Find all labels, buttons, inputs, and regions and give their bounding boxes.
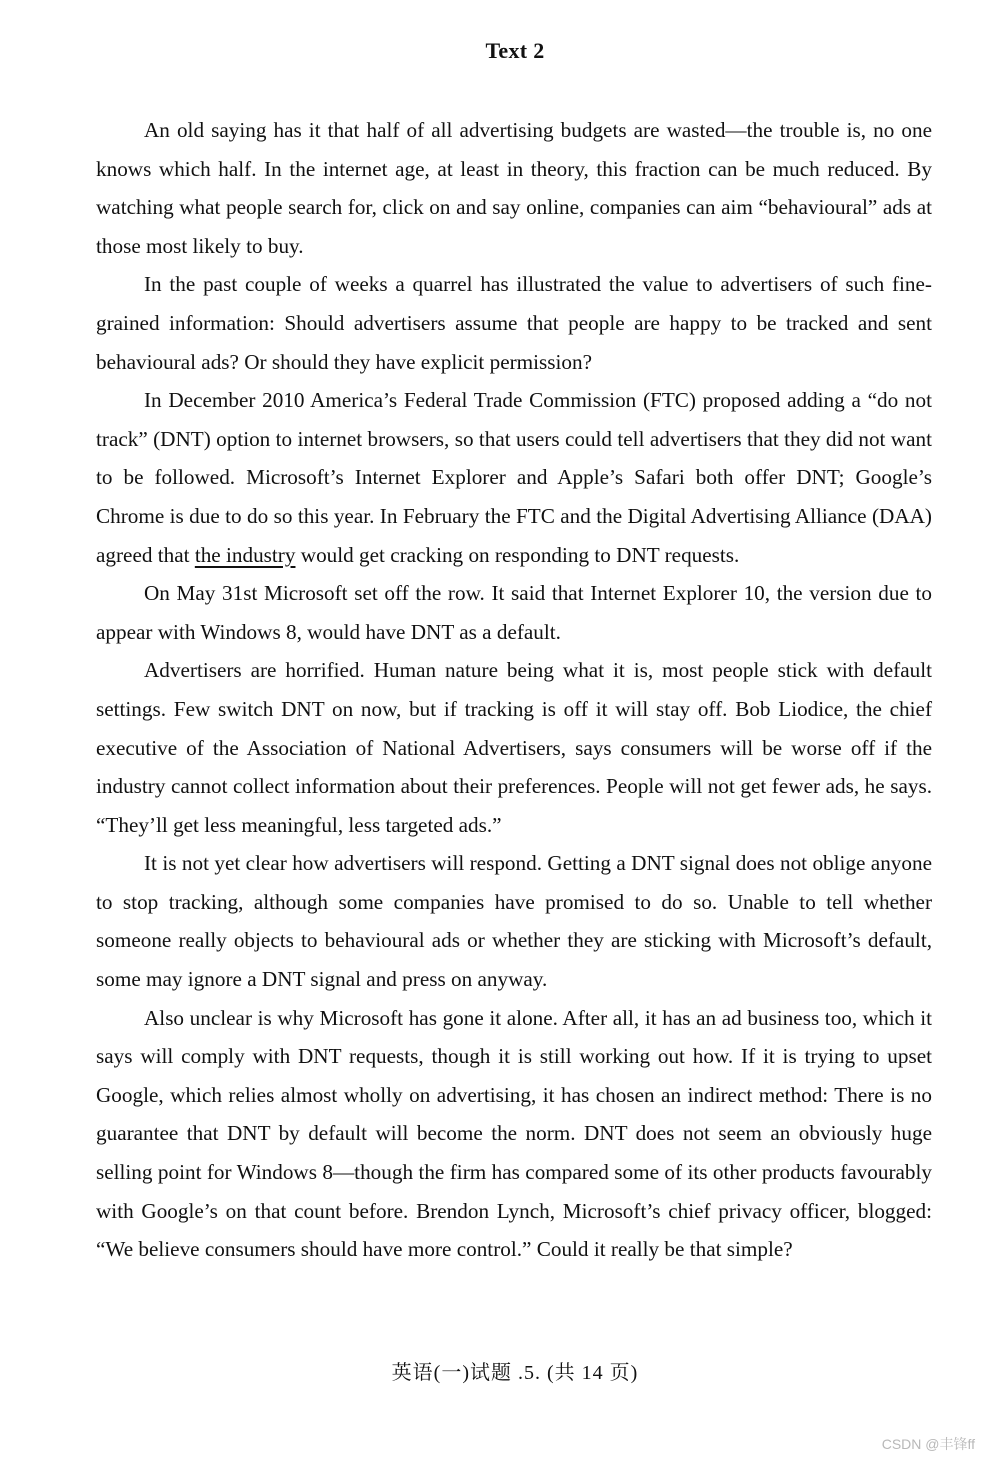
paragraph-3-before: In December 2010 America’s Federal Trade Commission (FTC) proposed adding a “do not track” (DNT) option to internet browsers, so that users could tell advertisers that they did not want to be followed. Microsoft’s Internet Explorer and Apple’s Safari both offer DNT; Google’s Chrome is due to do so this year. In February the FTC and the Digital Advertising Alliance (DAA) agreed that	[96, 388, 932, 567]
page-footer: 英语(一)试题 .5. (共 14 页)	[391, 1362, 639, 1384]
paragraph-1: An old saying has it that half of all advertising budgets are wasted—the trouble is, no one knows which half. In the internet age, at least in theory, this fraction can be much reduced. By watching what people search for, click on and say online, companies can aim “behavioural” ads at those most likely to buy.	[96, 118, 932, 258]
underlined-phrase: the industry	[194, 542, 296, 567]
paragraph-6: It is not yet clear how advertisers will respond. Getting a DNT signal does not oblige anyone to stop tracking, although some companies have promised to do so. Unable to tell whether someone really objects to behavioural ads or whether they are sticking with Microsoft’s default, some may ignore a DNT signal and press on anyway.	[96, 851, 932, 992]
paragraph-3	[96, 381, 932, 574]
paragraph-4: On May 31st Microsoft set off the row. It said that Internet Explorer 10, the version due to appear with Windows 8, would have DNT as a default.	[96, 581, 932, 644]
paragraph-2: In the past couple of weeks a quarrel has illustrated the value to advertisers of such fine-grained information: Should advertisers assume that people are happy to be tracked and sent behavioural ads? Or should they have explicit permission?	[96, 272, 932, 374]
passage-title: Text 2	[485, 38, 545, 63]
paragraph-7: Also unclear is why Microsoft has gone it alone. After all, it has an ad business too, which it says will comply with DNT requests, though it is still working out how. If it is trying to upset Google, which relies almost wholly on advertising, it has chosen an indirect method: There is no guarantee that DNT by default will become the norm. DNT does not seem an obviously huge selling point for Windows 8—though the firm has compared some of its other products favourably with Google’s on that count before. Brendon Lynch, Microsoft’s chief privacy officer, blogged: “We believe consumers should have more control.” Could it really be that simple?	[96, 1005, 932, 1262]
paragraph-3-after: would get cracking on responding to DNT requests.	[295, 542, 740, 567]
csdn-watermark: CSDN @丰锋ff	[881, 1436, 975, 1452]
passage-body	[96, 111, 932, 1269]
paragraph-5: Advertisers are horrified. Human nature being what it is, most people stick with default settings. Few switch DNT on now, but if tracking is off it will stay off. Bob Liodice, the chief executive of the Association of National Advertisers, says consumers will be worse off if the industry cannot collect information about their preferences. People will not get fewer ads, he says. “They’ll get less meaningful, less targeted ads.”	[96, 658, 932, 837]
